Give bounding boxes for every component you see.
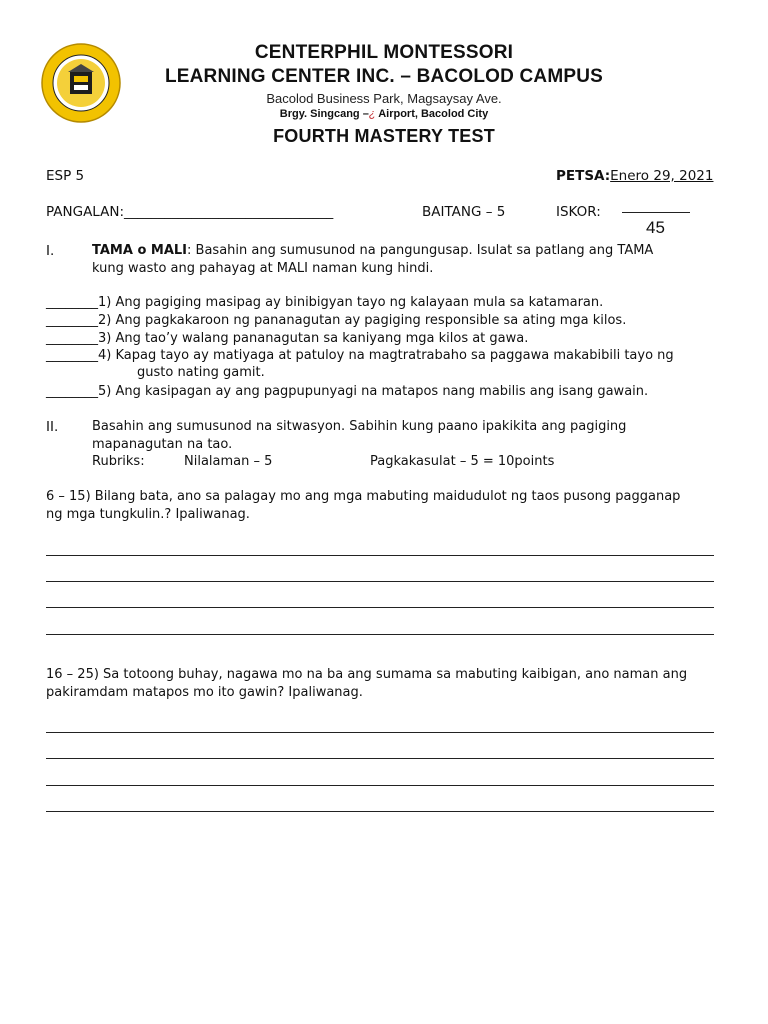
question-6-15-line2: ng mga tungkulin.? Ipaliwanag. bbox=[46, 507, 250, 522]
question-16-25-line2: pakiramdam matapos mo ito gawin? Ipaliwanag. bbox=[46, 685, 363, 700]
subject-label: ESP 5 bbox=[46, 168, 85, 184]
part1-numeral: I. bbox=[46, 243, 55, 259]
answer-line bbox=[46, 634, 714, 635]
question-6-15-line1: 6 – 15) Bilang bata, ano sa palagay mo ang mga mabuting maidudulot ng taos pusong pagganap bbox=[46, 489, 681, 504]
answer-line bbox=[46, 811, 714, 812]
answer-line bbox=[46, 758, 714, 759]
address-line2 bbox=[0, 108, 768, 120]
score-label: ISKOR: bbox=[556, 204, 601, 220]
item-4-continuation: gusto nating gamit. bbox=[137, 365, 265, 380]
part2-numeral: II. bbox=[46, 419, 59, 435]
date-label: PETSA: bbox=[556, 168, 611, 184]
answer-line bbox=[46, 555, 714, 556]
part2-instruction-a: Basahin ang sumusunod na sitwasyon. Sabihin kung paano ipakikita ang pagiging bbox=[92, 419, 627, 434]
score-value: 45 bbox=[646, 218, 665, 237]
date-value: Enero 29, 2021 bbox=[610, 168, 714, 184]
answer-line bbox=[46, 785, 714, 786]
name-field: PANGALAN:_______________________________ bbox=[46, 204, 334, 220]
part2-instruction-b: mapanagutan na tao. bbox=[92, 437, 233, 452]
part1-instruction-a: : Basahin ang sumusunod na pangungusap. Isulat sa patlang ang TAMA bbox=[187, 243, 654, 258]
score-line bbox=[622, 212, 690, 213]
grade-label: BAITANG – 5 bbox=[422, 204, 506, 220]
address-prefix: Brgy. Singcang – bbox=[279, 108, 369, 120]
address-line1: Bacolod Business Park, Magsaysay Ave. bbox=[266, 91, 502, 106]
item-2: ________2) Ang pagkakaroon ng pananagutan ay pagiging responsible sa ating mga kilos. bbox=[46, 313, 627, 328]
part1-instruction-b: kung wasto ang pahayag at MALI naman kung hindi. bbox=[92, 261, 434, 276]
answer-line bbox=[46, 581, 714, 582]
rubric-writing: Pagkakasulat – 5 = 10points bbox=[370, 454, 555, 469]
item-4: ________4) Kapag tayo ay matiyaga at patuloy na magtratrabaho sa paggawa makabibili tayo ng bbox=[46, 348, 674, 363]
school-name-line1: CENTERPHIL MONTESSORI bbox=[254, 42, 514, 63]
part1-instruction bbox=[92, 243, 653, 258]
answer-line bbox=[46, 607, 714, 608]
address-mark: ¿ bbox=[368, 108, 376, 120]
address-suffix: Airport, Bacolod City bbox=[375, 108, 489, 120]
item-5: ________5) Ang kasipagan ay ang pagpupunyagi na matapos nang mabilis ang isang gawain. bbox=[46, 384, 649, 399]
rubric-content: Nilalaman – 5 bbox=[184, 454, 273, 469]
test-title: FOURTH MASTERY TEST bbox=[273, 126, 495, 146]
date-field bbox=[556, 168, 713, 184]
part1-title: TAMA o MALI bbox=[92, 243, 188, 258]
answer-line bbox=[46, 732, 714, 733]
question-16-25-line1: 16 – 25) Sa totoong buhay, nagawa mo na ba ang sumama sa mabuting kaibigan, ano naman ang bbox=[46, 667, 688, 682]
item-3: ________3) Ang tao’y walang pananagutan sa kaniyang mga kilos at gawa. bbox=[46, 331, 529, 346]
school-name-line2: LEARNING CENTER INC. – BACOLOD CAMPUS bbox=[164, 66, 604, 87]
rubrics-label: Rubriks: bbox=[92, 454, 145, 469]
item-1: ________1) Ang pagiging masipag ay binibigyan tayo ng kalayaan mula sa katamaran. bbox=[46, 295, 604, 310]
